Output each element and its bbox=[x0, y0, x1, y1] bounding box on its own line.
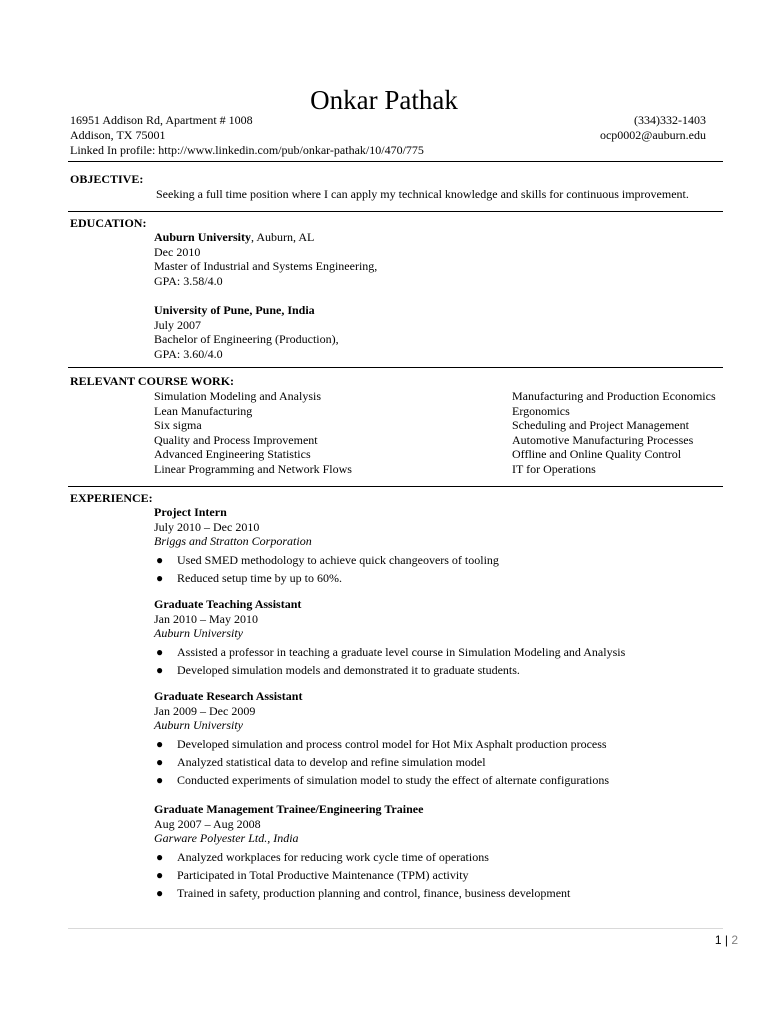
phone-number: (334)332-1403 bbox=[634, 113, 706, 127]
bullet-item bbox=[154, 866, 570, 884]
experience-entry bbox=[154, 597, 625, 679]
coursework-column-right bbox=[512, 389, 716, 476]
address-line-2: Addison, TX 75001 bbox=[70, 128, 166, 142]
job-bullets bbox=[154, 735, 609, 790]
job-title: Graduate Management Trainee/Engineering Trainee bbox=[154, 802, 424, 816]
job-bullets bbox=[154, 643, 625, 680]
bullet-text: Used SMED methodology to achieve quick changeovers of tooling bbox=[177, 552, 499, 567]
course-item: Linear Programming and Network Flows bbox=[154, 461, 352, 476]
footer-divider bbox=[68, 928, 723, 929]
course-item: Manufacturing and Production Economics bbox=[512, 389, 716, 403]
bullet-icon: ● bbox=[156, 867, 164, 882]
bullet-item bbox=[154, 771, 609, 789]
degree: Master of Industrial and Systems Engineering, bbox=[154, 259, 378, 273]
bullet-icon: ● bbox=[156, 886, 164, 901]
contact-address bbox=[70, 113, 424, 158]
section-divider bbox=[68, 486, 723, 487]
job-bullets bbox=[154, 848, 570, 903]
page-number bbox=[715, 933, 738, 947]
course-item: Six sigma bbox=[154, 418, 202, 432]
linkedin-profile: Linked In profile: http://www.linkedin.com/pub/onkar-pathak/10/470/775 bbox=[70, 143, 424, 157]
graduation-date: July 2007 bbox=[154, 317, 202, 332]
school-name: Auburn University bbox=[154, 230, 252, 244]
course-item: Lean Manufacturing bbox=[154, 403, 253, 418]
bullet-item bbox=[154, 551, 499, 569]
course-item: Quality and Process Improvement bbox=[154, 432, 318, 447]
bullet-text: Trained in safety, production planning and control, finance, business development bbox=[177, 886, 571, 901]
total-pages: 2 bbox=[731, 933, 738, 947]
course-item: Scheduling and Project Management bbox=[512, 418, 689, 432]
current-page: 1 bbox=[714, 933, 722, 947]
bullet-icon: ● bbox=[156, 662, 164, 677]
bullet-text: Developed simulation models and demonstrated it to graduate students. bbox=[177, 662, 520, 677]
job-dates: Aug 2007 – Aug 2008 bbox=[154, 816, 261, 831]
email-address: ocp0002@auburn.edu bbox=[599, 128, 706, 142]
section-divider bbox=[68, 211, 723, 212]
experience-entry bbox=[154, 505, 499, 587]
course-item: Advanced Engineering Statistics bbox=[154, 447, 311, 461]
job-dates: Jan 2010 – May 2010 bbox=[154, 611, 258, 626]
course-item: IT for Operations bbox=[512, 461, 596, 476]
job-organization: Garware Polyester Ltd., India bbox=[154, 831, 299, 845]
section-divider bbox=[68, 367, 723, 368]
experience-entry bbox=[154, 689, 609, 789]
bullet-item bbox=[154, 661, 625, 679]
address-line-1: 16951 Addison Rd, Apartment # 1008 bbox=[70, 113, 253, 127]
job-title: Graduate Research Assistant bbox=[154, 689, 303, 703]
school-location: , Auburn, AL bbox=[251, 230, 315, 244]
bullet-text: Developed simulation and process control model for Hot Mix Asphalt production process bbox=[177, 736, 607, 751]
bullet-item bbox=[154, 753, 609, 771]
bullet-text: Assisted a professor in teaching a graduate level course in Simulation Modeling and Analysis bbox=[177, 644, 626, 659]
section-divider bbox=[68, 161, 723, 162]
job-title: Project Intern bbox=[154, 505, 227, 519]
job-organization: Auburn University bbox=[154, 718, 243, 732]
bullet-icon: ● bbox=[156, 773, 164, 788]
job-organization: Auburn University bbox=[154, 626, 243, 640]
bullet-icon: ● bbox=[156, 552, 164, 567]
objective-text: Seeking a full time position where I can apply my technical knowledge and skills for continuous improvement. bbox=[156, 187, 689, 201]
job-dates: July 2010 – Dec 2010 bbox=[154, 519, 260, 534]
bullet-item bbox=[154, 643, 625, 661]
bullet-item bbox=[154, 884, 570, 902]
bullet-text: Participated in Total Productive Maintenance (TPM) activity bbox=[177, 867, 469, 882]
bullet-item bbox=[154, 735, 609, 753]
education-entry bbox=[154, 303, 339, 361]
job-bullets bbox=[154, 551, 499, 588]
course-item: Ergonomics bbox=[512, 403, 570, 418]
education-heading: EDUCATION: bbox=[70, 216, 147, 230]
bullet-text: Conducted experiments of simulation model to study the effect of alternate configurations bbox=[177, 773, 609, 788]
page-separator: | bbox=[724, 933, 728, 947]
experience-entry bbox=[154, 802, 570, 902]
candidate-name: Onkar Pathak bbox=[310, 85, 458, 115]
gpa: GPA: 3.60/4.0 bbox=[154, 346, 223, 361]
contact-info bbox=[600, 113, 706, 143]
bullet-item bbox=[154, 569, 499, 587]
bullet-icon: ● bbox=[156, 644, 164, 659]
objective-heading: OBJECTIVE: bbox=[70, 172, 144, 186]
coursework-heading: RELEVANT COURSE WORK: bbox=[70, 374, 235, 388]
bullet-text: Reduced setup time by up to 60%. bbox=[177, 570, 342, 585]
experience-heading: EXPERIENCE: bbox=[70, 491, 153, 505]
job-dates: Jan 2009 – Dec 2009 bbox=[154, 703, 256, 718]
bullet-icon: ● bbox=[156, 754, 164, 769]
graduation-date: Dec 2010 bbox=[154, 244, 201, 259]
coursework-column-left bbox=[154, 389, 352, 476]
course-item: Offline and Online Quality Control bbox=[512, 447, 682, 461]
course-item: Simulation Modeling and Analysis bbox=[154, 389, 321, 403]
degree: Bachelor of Engineering (Production), bbox=[154, 332, 339, 346]
job-title: Graduate Teaching Assistant bbox=[154, 597, 302, 611]
bullet-icon: ● bbox=[156, 570, 164, 585]
gpa: GPA: 3.58/4.0 bbox=[154, 273, 223, 288]
job-organization: Briggs and Stratton Corporation bbox=[154, 534, 312, 548]
bullet-icon: ● bbox=[156, 736, 164, 751]
bullet-icon: ● bbox=[156, 849, 164, 864]
bullet-text: Analyzed statistical data to develop and refine simulation model bbox=[177, 754, 486, 769]
bullet-text: Analyzed workplaces for reducing work cycle time of operations bbox=[177, 849, 489, 864]
course-item: Automotive Manufacturing Processes bbox=[512, 432, 694, 447]
bullet-item bbox=[154, 848, 570, 866]
school-name: University of Pune, Pune, India bbox=[154, 303, 315, 317]
education-entry bbox=[154, 230, 377, 288]
